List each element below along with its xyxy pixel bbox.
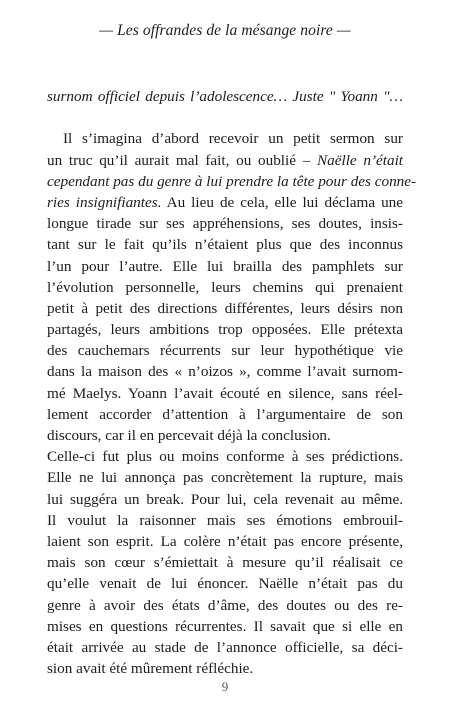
text-line: mises en questions récurrentes. Il savait que si elle en	[47, 617, 403, 635]
text-line: Il voulut la raisonner mais ses émotions embrouil-	[47, 511, 403, 529]
text-line: dans la maison des « n’oizos », comme l’avait surnom-	[47, 363, 403, 381]
italic-segment: ries insignifiantes.	[47, 193, 162, 211]
text-line: Celle-ci fut plus ou moins conforme à ses prédictions.	[47, 448, 403, 466]
text-line: longue tirade sur ses appréhensions, ses doutes, insis-	[47, 215, 403, 233]
text-line: partagés, leurs ambitions trop opposées. Elle prétexta	[47, 321, 403, 339]
text-line: genre à avoir des états d’âme, des doutes ou des re-	[47, 596, 403, 614]
text-line	[47, 192, 403, 213]
text-line: lui suggéra un break. Pour lui, cela revenait au même.	[47, 490, 403, 508]
text-line: surnom officiel depuis l’adolescence… Juste " Yoann "…	[47, 88, 403, 105]
text-line: Elle ne lui annonça pas concrètement la rupture, mais	[47, 469, 403, 487]
text-line: était arrivée au stade de l’annonce officielle, sa déci-	[47, 638, 403, 656]
text-line: laient son esprit. La colère n’était pas encore présente,	[47, 532, 403, 550]
text-line: sion avait été mûrement réfléchie.	[47, 660, 254, 678]
text-line: qu’elle venait de lui énoncer. Naëlle n’était pas du	[47, 575, 403, 593]
text-line: l’un pour l’autre. Elle lui brailla des pamphlets sur	[47, 257, 403, 275]
paragraph-gap	[47, 107, 403, 128]
running-header: — Les offrandes de la mésange noire —	[99, 22, 351, 39]
body-text	[47, 86, 417, 679]
text-line: lement accorder d’attention à l’argumentaire de son	[47, 405, 403, 423]
text-line: mé Maelys. Yoann l’avait écouté en silence, sans réel-	[47, 384, 403, 402]
text-segment: un truc qu’il aurait mal fait, ou oublié –	[47, 151, 311, 169]
text-line: petit à petit des directions différentes, leurs désirs non	[47, 299, 403, 317]
text-segment: Au lieu de cela, elle lui déclama une	[166, 193, 403, 211]
text-line: Il s’imagina d’abord recevoir un petit sermon sur	[63, 130, 403, 148]
text-line	[47, 150, 403, 171]
text-line: des cauchemars récurrents sur leur hypothétique vie	[47, 342, 403, 360]
text-line: tant sur le fait qu’ils n’étaient plus que des inconnus	[47, 236, 403, 254]
text-line: cependant pas du genre à lui prendre la tête pour des conne-	[47, 172, 417, 190]
text-line: l’évolution personnelle, leurs chemins qui prenaient	[47, 278, 403, 296]
text-line: discours, car il en percevait déjà la conclusion.	[47, 427, 331, 444]
text-line: mais son cœur s’émiettait à mesure qu’il réalisait ce	[47, 554, 403, 572]
italic-segment: Naëlle n’était	[317, 151, 404, 169]
page-number: 9	[221, 679, 229, 694]
